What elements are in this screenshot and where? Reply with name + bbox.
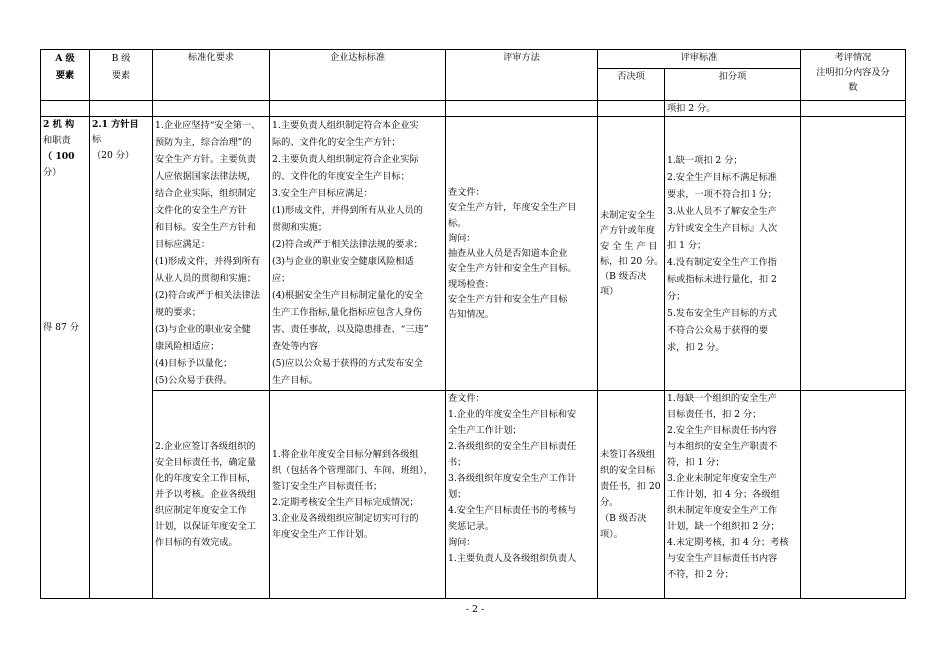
- header-eval-status: [801, 50, 906, 101]
- method-cell-1: [446, 117, 598, 391]
- veto-line: （B 级否决: [600, 270, 647, 282]
- deduct-line: 2.安全生产目标责任书内容: [667, 425, 777, 437]
- method-line: 安全生产方针，年度安全生产目: [448, 202, 577, 214]
- a-level-score: 得 87 分: [43, 322, 79, 334]
- enterprise-line: 际的、文件化的安全生产方针；: [272, 137, 401, 149]
- veto-line: 项）。: [600, 528, 623, 540]
- method-line: 查文件：: [448, 393, 485, 405]
- deduct-line: 不符合公众易于获得的要: [667, 324, 769, 336]
- header-row-1: [41, 50, 906, 69]
- deduct-line: 1.缺一项扣 2 分；: [667, 154, 743, 166]
- method-line: 全生产工作计划；: [448, 425, 522, 437]
- standard-line: 1.企业应坚持“安全第一、: [155, 120, 261, 132]
- header-b-level: [90, 50, 153, 101]
- standard-line: 规的要求；: [155, 307, 201, 319]
- b-level-cell: [90, 117, 153, 599]
- standard-line: 文件化的安全生产方针: [155, 205, 247, 217]
- enterprise-line: 贯彻和实施；: [272, 222, 328, 234]
- header-standard-req: 标准化要求: [153, 50, 270, 101]
- deduct-line: 分；: [667, 290, 686, 302]
- method-line: 告知情况。: [448, 308, 494, 320]
- enterprise-line: 2.定期考核安全生产目标完成情况；: [272, 496, 419, 508]
- header-a-level-line2: 要素: [55, 70, 75, 81]
- deduct-line: 工作计划，扣 4 分；各级组: [667, 489, 780, 501]
- header-eval-status-line2: 注明扣分内容及分: [816, 67, 890, 79]
- deduct-line: 求，扣 2 分。: [667, 341, 725, 353]
- header-eval-status-line3: 数: [848, 82, 858, 94]
- standard-line: 和目标。安全生产方针和: [155, 222, 257, 234]
- a-level-line2: 和职责: [43, 135, 71, 147]
- standard-line: 安全目标责任书，确定量: [155, 456, 257, 468]
- standard-line: 化的年度安全工作目标，: [155, 472, 257, 484]
- a-level-line1: 2 机 构: [43, 119, 75, 131]
- standard-line: 人应依据国家法律法规，: [155, 171, 257, 183]
- method-line: 询问：: [448, 232, 476, 244]
- method-line: 书；: [448, 457, 467, 469]
- veto-line: 安 全 生 产 目: [600, 240, 658, 252]
- method-line: 询问：: [448, 537, 476, 549]
- status-cell-1: [801, 117, 906, 391]
- enterprise-line: 1.主要负责人组织制定符合本企业实: [272, 120, 419, 132]
- header-a-level: [41, 50, 90, 101]
- enterprise-line: 1.将企业年度安全目标分解到各级组: [272, 448, 419, 460]
- deduct-cell-1: [665, 117, 801, 391]
- enterprise-line: 3.企业及各级组织应制定切实可行的: [272, 512, 419, 524]
- standard-line: (4)目标予以量化；: [155, 358, 233, 370]
- status-cell-2: [801, 391, 906, 599]
- method-line: 1.主要负责人及各级组织负责人: [448, 553, 577, 565]
- method-line: 3.各级组织年度安全生产工作计: [448, 473, 577, 485]
- a-level-cell: [41, 117, 90, 599]
- enterprise-line: (4)根据安全生产目标制定量化的安全: [272, 290, 423, 302]
- deduct-line: 扣 1 分；: [667, 239, 707, 251]
- header-b-level-line2: 要素: [111, 70, 131, 81]
- standard-line: 并予以考核。企业各级组: [155, 488, 257, 500]
- standard-line: (3)与企业的职业安全健: [155, 324, 251, 336]
- standard-line: (2)符合或严于相关法律法: [155, 290, 260, 302]
- header-a-level-line1: A 级: [55, 53, 75, 64]
- veto-line: 织的安全目标: [600, 464, 656, 476]
- standard-line: 康风险相适应；: [155, 341, 220, 353]
- method-line: 现场检查：: [448, 278, 494, 290]
- a-level-line4: 分）: [43, 167, 62, 179]
- method-line: 奖惩记录。: [448, 521, 494, 533]
- deduct-line: 要求，一项不符合扣 l 分；: [667, 188, 777, 200]
- enterprise-line: 生产目标。: [272, 375, 318, 387]
- standard-line: 从业人员的贯彻和实施；: [155, 273, 257, 285]
- header-b-level-line1: B 级: [111, 53, 131, 64]
- standard-line: (1)形成文件，并得到所有: [155, 256, 260, 268]
- enterprise-line: (2)符合或严于相关法律法规的要求；: [272, 239, 423, 251]
- deduct-line: 2.安全生产目标不满足标准: [667, 171, 777, 183]
- deduct-line: 4.未定期考核，扣 4 分；考核: [667, 537, 789, 549]
- deduct-line: 与安全生产目标责任书内容: [667, 553, 778, 565]
- deduct-line: 目标责任书，扣 2 分；: [667, 409, 762, 421]
- deduct-line: 3.从业人员不了解安全生产: [667, 205, 777, 217]
- enterprise-line: 查处等内容: [272, 341, 318, 353]
- deduct-line: 1.每缺一个组织的安全生产: [667, 393, 777, 405]
- method-line: 标。: [448, 217, 467, 229]
- veto-line: 产方针或年度: [600, 225, 656, 237]
- carryover-deduct: 项扣 2 分。: [665, 101, 801, 117]
- page-number: - 2 -: [465, 604, 485, 615]
- b-level-line1: 2.1 方针目: [92, 119, 139, 131]
- b-level-line3: （20 分）: [92, 149, 135, 161]
- enterprise-line: (5)应以公众易于获得的方式发布安全: [272, 358, 423, 370]
- veto-line: 分。: [600, 496, 619, 508]
- standards-table: [40, 49, 906, 599]
- carryover-row: [41, 101, 906, 117]
- header-eval-criteria: 评审标准: [598, 50, 801, 69]
- a-level-line3: （ 100: [43, 151, 75, 163]
- deduct-line: 符，扣 1 分；: [667, 457, 725, 469]
- method-cell-2: [446, 391, 598, 599]
- enterprise-line: 签订安全生产目标责任书；: [272, 480, 383, 492]
- method-line: 抽查从业人员是否知道本企业: [448, 248, 568, 260]
- header-deduct: 扣分项: [665, 69, 801, 101]
- deduct-line: 3.企业未制定年度安全生产: [667, 473, 777, 485]
- standard-cell-1: [153, 117, 270, 391]
- standard-cell-2: [153, 391, 270, 599]
- deduct-cell-2: [665, 391, 801, 599]
- deduct-line: 5.发布安全生产目标的方式: [667, 307, 777, 319]
- method-line: 安全生产方针和安全生产目标。: [448, 263, 577, 275]
- method-line: 2.各级组织的安全生产目标责任: [448, 441, 577, 453]
- standard-line: (5)公众易于获得。: [155, 375, 233, 387]
- method-line: 1.企业的年度安全生产目标和安: [448, 409, 577, 421]
- veto-cell-2: [598, 391, 665, 599]
- standard-line: 目标应满足：: [155, 239, 211, 251]
- table-row-2-1-part1: [41, 117, 906, 391]
- method-line: 4.安全生产目标责任书的考核与: [448, 505, 577, 517]
- header-enterprise-std: 企业达标标准: [270, 50, 446, 101]
- enterprise-line: 应；: [272, 273, 291, 285]
- deduct-line: 织未制定年度安全生产工作: [667, 505, 778, 517]
- header-eval-status-line1: 考评情况: [834, 52, 872, 63]
- deduct-line: 不符，扣 2 分；: [667, 569, 734, 581]
- deduct-line: 4.没有制定安全生产工作指: [667, 256, 777, 268]
- standard-line: 织应制定年度安全工作: [155, 504, 247, 516]
- enterprise-line: 年度安全生产工作计划。: [272, 528, 374, 540]
- veto-line: 未签订各级组: [600, 448, 656, 460]
- veto-line: 项）: [600, 286, 619, 298]
- table-row-2-1-part2: [41, 391, 906, 599]
- standard-line: 结合企业实际，组织制定: [155, 188, 257, 200]
- enterprise-line: 害、责任事故，以及隐患排查、“三违”: [272, 324, 429, 336]
- standard-line: 2.企业应签订各级组织的: [155, 440, 256, 452]
- method-line: 安全生产方针和安全生产目标: [448, 293, 568, 305]
- veto-line: 标，扣 20 分。: [600, 255, 664, 267]
- enterprise-line: (1)形成文件，并得到所有从业人员的: [272, 205, 423, 217]
- enterprise-line: (3)与企业的职业安全健康风险相适: [272, 256, 414, 268]
- veto-line: 未制定安全生: [600, 210, 656, 222]
- b-level-line2: 标: [92, 134, 102, 146]
- veto-cell-1: [598, 117, 665, 391]
- method-line: 划；: [448, 489, 467, 501]
- deduct-line: 计划，缺一个组织扣 2 分；: [667, 521, 780, 533]
- standard-line: 作目标的有效完成。: [155, 536, 238, 548]
- deduct-line: 标或指标未进行量化，扣 2: [667, 273, 777, 285]
- standard-line: 预防为主，综合治理”的: [155, 137, 252, 149]
- enterprise-line: 生产工作指标,量化指标应包含人身伤: [272, 307, 422, 319]
- enterprise-line: 的、文件化的年度安全生产目标；: [272, 171, 410, 183]
- deduct-line: 方针或安全生产目标』人次: [667, 222, 778, 234]
- deduct-line: 与本组织的安全生产职责不: [667, 441, 778, 453]
- veto-line: （B 级否决: [600, 512, 647, 524]
- enterprise-cell-1: [270, 117, 446, 391]
- header-veto: 否决项: [598, 69, 665, 101]
- enterprise-cell-2: [270, 391, 446, 599]
- method-line: 查文件：: [448, 187, 485, 199]
- header-eval-method: 评审方法: [446, 50, 598, 101]
- enterprise-line: 2.主要负责人组织制定符合企业实际: [272, 154, 419, 166]
- standard-line: 计划，以保证年度安全工: [155, 520, 257, 532]
- enterprise-line: 3.安全生产目标应满足：: [272, 188, 373, 200]
- standard-line: 安全生产方针。主要负责: [155, 154, 257, 166]
- veto-line: 责任书，扣 20: [600, 480, 661, 492]
- enterprise-line: 织（包括各个管理部门、车间、班组），: [272, 464, 433, 476]
